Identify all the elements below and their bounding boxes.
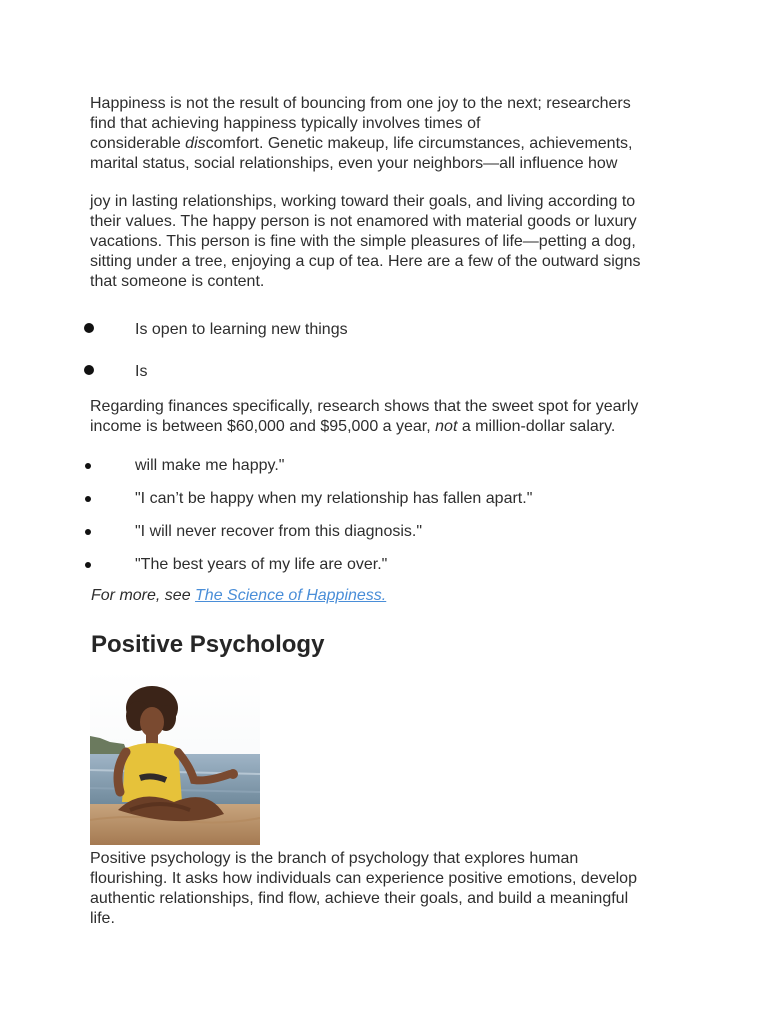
list-item: "I will never recover from this diagnosis." — [135, 523, 423, 540]
content-line-4: sitting under a tree, enjoying a cup of tea. Here are a few of the outward signs — [90, 253, 641, 270]
finances-line-2-post: a million-dollar salary. — [457, 418, 616, 435]
pp-line-2: flourishing. It asks how individuals can experience positive emotions, develop — [90, 870, 637, 887]
bullet-dot-icon — [85, 562, 91, 568]
pp-line-3: authentic relationships, find flow, achieve their goals, and build a meaningful — [90, 890, 629, 907]
bullet-dot-icon — [84, 365, 94, 375]
more-info-line — [91, 586, 386, 606]
intro-line-1: Happiness is not the result of bouncing from one joy to the next; researchers — [90, 95, 631, 112]
intro-paragraph — [90, 94, 690, 174]
intro-line-4: marital status, social relationships, even your neighbors—all influence how — [90, 155, 618, 172]
section-heading: Positive Psychology — [91, 631, 325, 658]
pp-line-4: life. — [90, 910, 115, 927]
bullet-dot-icon — [84, 323, 94, 333]
content-paragraph — [90, 192, 690, 292]
more-prefix: For more, see — [91, 587, 196, 604]
intro-line-2: find that achieving happiness typically involves times of — [90, 115, 481, 132]
bullet-dot-icon — [85, 496, 91, 502]
intro-line-3-pre: considerable — [90, 135, 186, 152]
woman-meditating-on-beach-photo — [90, 670, 260, 845]
meditation-photo — [90, 670, 260, 845]
pp-line-1: Positive psychology is the branch of psychology that explores human — [90, 850, 579, 867]
finances-paragraph — [90, 397, 690, 437]
positive-psychology-paragraph — [90, 849, 690, 929]
list-item: "I can’t be happy when my relationship has fallen apart." — [135, 490, 533, 507]
bullet-dot-icon — [85, 463, 91, 469]
list-item: Is — [135, 363, 148, 380]
content-line-5: that someone is content. — [90, 273, 265, 290]
finances-line-1: Regarding finances specifically, research shows that the sweet spot for yearly — [90, 398, 639, 415]
bullet-dot-icon — [85, 529, 91, 535]
list-item: will make me happy." — [135, 457, 285, 474]
finances-line-2-pre: income is between $60,000 and $95,000 a year, — [90, 418, 436, 435]
intro-line-3-post: comfort. Genetic makeup, life circumstances, achievements, — [205, 135, 633, 152]
finances-line-2-em: not — [435, 418, 458, 435]
content-line-1: joy in lasting relationships, working toward their goals, and living according to — [90, 193, 636, 210]
science-of-happiness-link[interactable]: The Science of Happiness. — [195, 587, 387, 604]
list-item: "The best years of my life are over." — [135, 556, 388, 573]
list-item: Is open to learning new things — [135, 321, 348, 338]
intro-line-3-em: dis — [185, 135, 206, 152]
content-line-2: their values. The happy person is not enamored with material goods or luxury — [90, 213, 637, 230]
content-line-3: vacations. This person is fine with the simple pleasures of life—petting a dog, — [90, 233, 636, 250]
